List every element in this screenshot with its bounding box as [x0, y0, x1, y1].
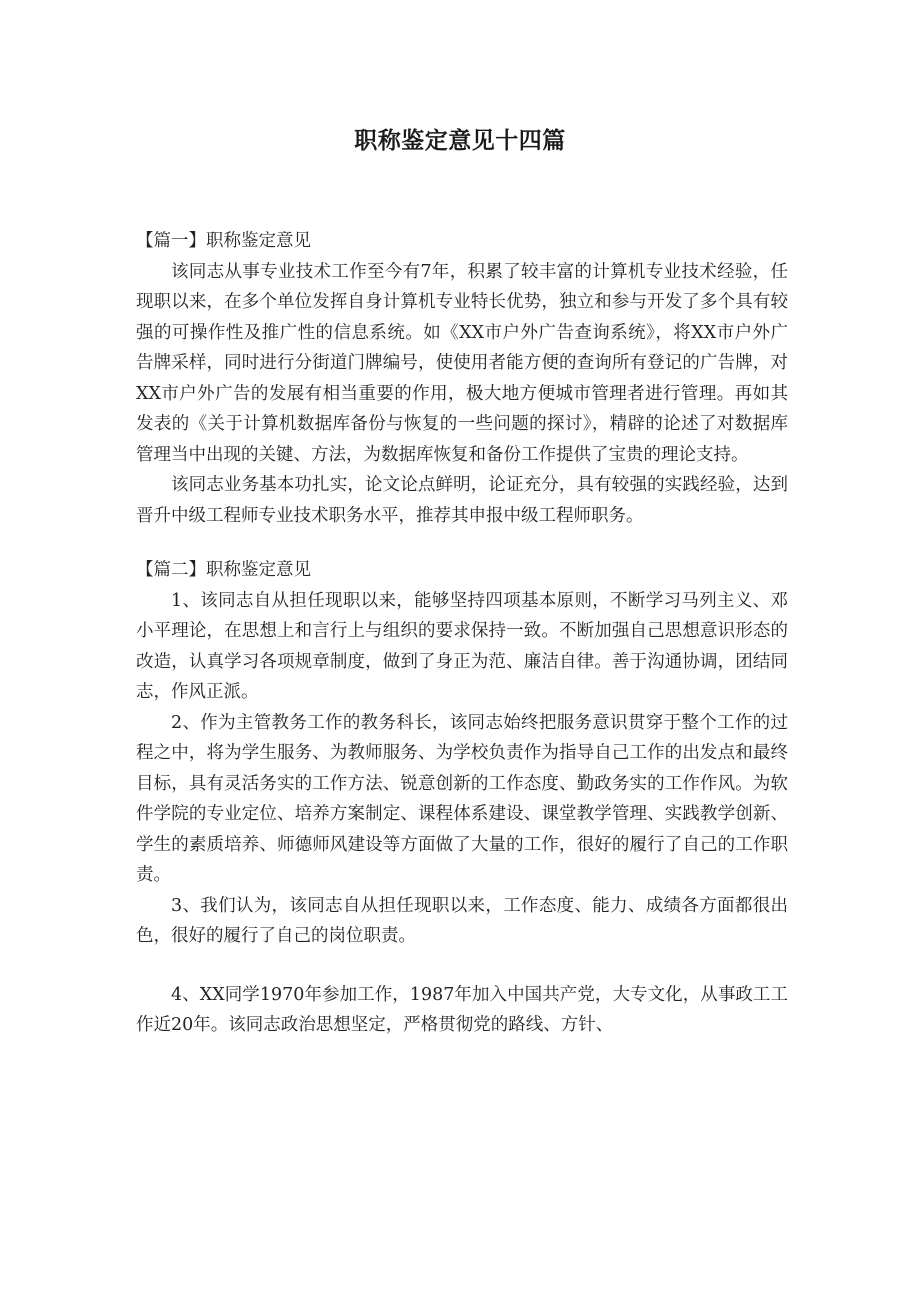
- section-heading: 【篇二】职称鉴定意见: [136, 560, 311, 580]
- paragraph: 1、该同志自从担任现职以来，能够坚持四项基本原则，不断学习马列主义、邓小平理论，在思想上和言行上与组织的要求保持一致。不断加强自己思想意识形态的改造，认真学习各项规章制度，做到了身正为范、廉洁自律。善于沟通协调，团结同志，作风正派。: [136, 590, 788, 702]
- document-title: 职称鉴定意见十四篇: [354, 128, 566, 154]
- paragraph: 3、我们认为，该同志自从担任现职以来，工作态度、能力、成绩各方面都很出色，很好的履行了自己的岗位职责。: [136, 895, 788, 946]
- paragraph: 4、XX同学1970年参加工作，1987年加入中国共产党，大专文化，从事政工工作近20年。该同志政治思想坚定，严格贯彻党的路线、方针、: [136, 984, 788, 1035]
- section-1: [136, 226, 788, 531]
- section-2: [136, 555, 788, 1041]
- section-heading: 【篇一】职称鉴定意见: [136, 231, 311, 251]
- paragraph: 2、作为主管教务工作的教务科长，该同志始终把服务意识贯穿于整个工作的过程之中，将为学生服务、为教师服务、为学校负责作为指导自己工作的出发点和最终目标，具有灵活务实的工作方法、锐意创新的工作态度、勤政务实的工作作风。为软件学院的专业定位、培养方案制定、课程体系建设、课堂教学管理、实践教学创新、学生的素质培养、师德师风建设等方面做了大量的工作，很好的履行了自己的工作职责。: [136, 712, 788, 885]
- paragraph: 该同志业务基本功扎实，论文论点鲜明，论证充分，具有较强的实践经验，达到晋升中级工程师专业技术职务水平，推荐其申报中级工程师职务。: [136, 475, 788, 526]
- document-body: [136, 226, 788, 1041]
- paragraph: 该同志从事专业技术工作至今有7年，积累了较丰富的计算机专业技术经验，任现职以来，在多个单位发挥自身计算机专业特长优势，独立和参与开发了多个具有较强的可操作性及推广性的信息系统。如《XX市户外广告查询系统》，将XX市户外广告牌采样，同时进行分街道门牌编号，使使用者能方便的查询所有登记的广告牌，对XX市户外广告的发展有相当重要的作用，极大地方便城市管理者进行管理。再如其发表的《关于计算机数据库备份与恢复的一些问题的探讨》，精辟的论述了对数据库管理当中出现的关键、方法，为数据库恢复和备份工作提供了宝贵的理论支持。: [136, 261, 788, 465]
